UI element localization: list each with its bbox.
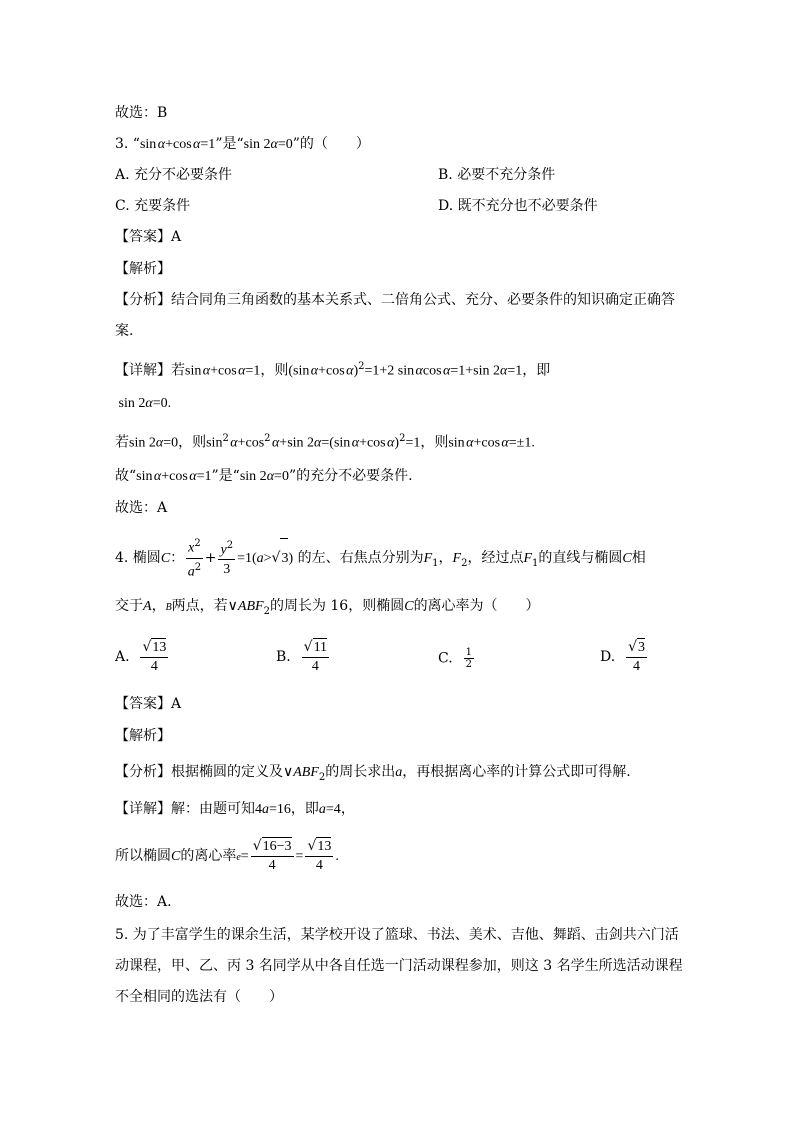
q4-option-d: D. $\frac{√3}{4}$ [600, 639, 645, 674]
q3-option-d: D. 既不充分也不必要条件 [438, 198, 598, 214]
detail-line: 【详解】若sin α+cos α=1，则(sin α+cos α)$^2$=1+2 sin αcos α=1+sin 2α=1，即 [115, 361, 551, 379]
answer-line: 【答案】A [115, 696, 182, 712]
question-5-cont: 不全相同的选法有（ ） [115, 989, 283, 1005]
question-4: 4. 椭圆C： $\frac{x^2}{a^2}$ + $\frac{y^2}{3}$ =1(a>√3) 的左、右焦点分别为$F_1$，$F_2$，经过点$F_1$的直线与椭圆C相 [115, 535, 646, 584]
answer-choice-line: 故选：A. [115, 894, 172, 910]
question-3: 3. “sin α+cos α=1”是“sin 2α=0”的（ ） [115, 136, 370, 152]
detail-line: 若sin 2α=0，则$\sin^2$ $\alpha+\cos^2$ α+sin 2α=(sin α+cos α)$^2$=1，则sin α+cos α=±1. [115, 433, 535, 451]
analysis-line: 【分析】结合同角三角函数的基本关系式、二倍角公式、充分、必要条件的知识确定正确答 [115, 292, 675, 308]
detail-line: 故“sin α+cos α=1”是“sin 2α=0”的充分不必要条件. [115, 468, 413, 484]
answer-choice-line: 故选：B [115, 105, 168, 121]
q3-option-b: B. 必要不充分条件 [438, 167, 556, 183]
analysis-line-cont: 案. [115, 323, 134, 339]
q4-option-b: B. $\frac{√11}{4}$ [276, 639, 328, 674]
answer-line: 【答案】A [115, 229, 182, 245]
detail-line: sin 2α=0. [115, 396, 172, 411]
q3-option-a: A. 充分不必要条件 [115, 167, 233, 183]
detail-line: 【详解】解：由题可知4a=16，即a=4， [115, 801, 355, 817]
question-5: 5. 为了丰富学生的课余生活，某学校开设了篮球、书法、美术、吉他、舞蹈、击剑共六门活 [115, 927, 679, 943]
q3-option-c: C. 充要条件 [115, 198, 191, 214]
question-5-cont: 动课程，甲、乙、丙 3 名同学从中各自任选一门活动课程参加，则这 3 名学生所选活动课程 [115, 958, 683, 974]
question-4-cont: 交于A，B两点，若$\vee ABF_2$的周长为 16，则椭圆C的离心率为（ ） [115, 598, 540, 617]
jiexi-heading: 【解析】 [115, 261, 171, 277]
analysis-line: 【分析】根据椭圆的定义及$\vee ABF_2$的周长求出a，再根据离心率的计算公式即可得解. [115, 764, 631, 783]
q4-option-c: C. $\frac{1}{2}$ [438, 647, 472, 670]
jiexi-heading: 【解析】 [115, 728, 171, 744]
detail-line: 所以椭圆C的离心率e= $\frac{√16-3}{4}$ = $\frac{√13}{4}$ . [115, 838, 339, 873]
q4-option-a: A. $\frac{√13}{4}$ [115, 639, 167, 674]
answer-choice-line: 故选：A [115, 500, 168, 516]
